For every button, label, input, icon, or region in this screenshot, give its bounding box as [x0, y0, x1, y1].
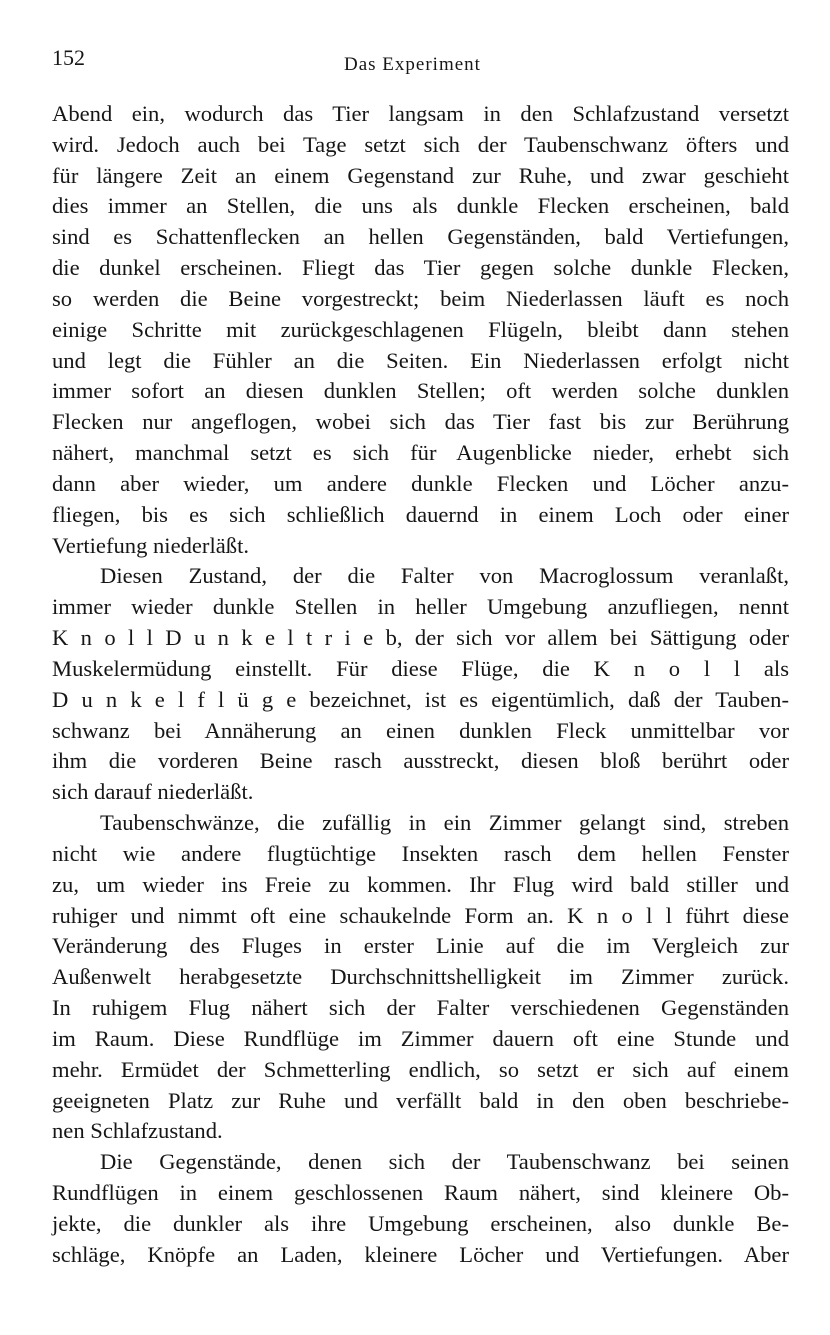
text-line: ihm die vorderen Beine rasch ausstreckt, diesen bloß berührt oder — [52, 748, 789, 774]
text-line: immer wieder dunkle Stellen in heller Umgebung anzufliegen, nennt — [52, 594, 789, 620]
text-line: sich darauf niederläßt. — [52, 779, 254, 805]
text-line: Rundflügen in einem geschlossenen Raum nähert, sind kleinere Ob- — [52, 1179, 789, 1205]
text-line: Muskelermüdung einstellt. Für diese Flüge, die K n o l l als — [52, 655, 789, 681]
text-line: Veränderung des Fluges in erster Linie auf die im Vergleich zur — [52, 933, 789, 959]
text-line: Flecken nur angeflogen, wobei sich das Tier fast bis zur Berührung — [52, 409, 789, 435]
page-number: 152 — [52, 45, 85, 70]
text-line: jekte, die dunkler als ihre Umgebung erscheinen, also dunkle Be- — [52, 1210, 789, 1236]
text-line: Außenwelt herabgesetzte Durchschnittshelligkeit im Zimmer zurück. — [52, 964, 789, 990]
text-line: wird. Jedoch auch bei Tage setzt sich der Taubenschwanz öfters und — [52, 131, 789, 157]
text-line: die dunkel erscheinen. Fliegt das Tier gegen solche dunkle Flecken, — [52, 255, 789, 281]
text-line: geeigneten Platz zur Ruhe und verfällt bald in den oben beschriebe- — [52, 1087, 789, 1113]
text-line: Die Gegenstände, denen sich der Taubenschwanz bei seinen — [100, 1149, 789, 1175]
text-line: mehr. Ermüdet der Schmetterling endlich, so setzt er sich auf einem — [52, 1056, 789, 1082]
text-line: K n o l l D u n k e l t r i e b, der sich vor allem bei Sättigung oder — [52, 625, 789, 651]
body-text — [52, 99, 789, 1270]
text-line: einige Schritte mit zurückgeschlagenen Flügeln, bleibt dann stehen — [52, 316, 789, 342]
text-line: immer sofort an diesen dunklen Stellen; oft werden solche dunklen — [52, 378, 789, 404]
text-line: Taubenschwänze, die zufällig in ein Zimmer gelangt sind, streben — [100, 810, 789, 836]
text-line: In ruhigem Flug nähert sich der Falter verschiedenen Gegenständen — [52, 995, 789, 1021]
text-line: sind es Schattenflecken an hellen Gegenständen, bald Vertiefungen, — [52, 224, 789, 250]
text-line: im Raum. Diese Rundflüge im Zimmer dauern oft eine Stunde und — [52, 1025, 789, 1051]
text-line: schläge, Knöpfe an Laden, kleinere Löcher und Vertiefungen. Aber — [52, 1241, 789, 1267]
text-line: Diesen Zustand, der die Falter von Macroglossum veranlaßt, — [100, 563, 789, 589]
text-line: für längere Zeit an einem Gegenstand zur Ruhe, und zwar geschieht — [52, 162, 789, 188]
text-line: dann aber wieder, um andere dunkle Flecken und Löcher anzu- — [52, 470, 789, 496]
text-line: so werden die Beine vorgestreckt; beim Niederlassen läuft es noch — [52, 285, 789, 311]
text-line: zu, um wieder ins Freie zu kommen. Ihr Flug wird bald stiller und — [52, 871, 789, 897]
text-line: Vertiefung niederläßt. — [52, 532, 249, 558]
text-line: nen Schlafzustand. — [52, 1118, 223, 1144]
text-line: Abend ein, wodurch das Tier langsam in den Schlafzustand versetzt — [52, 101, 789, 126]
text-line: D u n k e l f l ü g e bezeichnet, ist es eigentümlich, daß der Tauben- — [52, 686, 789, 712]
text-line: fliegen, bis es sich schließlich dauernd in einem Loch oder einer — [52, 501, 789, 527]
text-line: nicht wie andere flugtüchtige Insekten rasch dem hellen Fenster — [52, 840, 789, 866]
text-line: ruhiger und nimmt oft eine schaukelnde Form an. K n o l l führt diese — [52, 902, 789, 928]
text-line: dies immer an Stellen, die uns als dunkle Flecken erscheinen, bald — [52, 193, 789, 219]
text-line: schwanz bei Annäherung an einen dunklen Fleck unmittelbar vor — [52, 717, 789, 743]
text-line: nähert, manchmal setzt es sich für Augenblicke nieder, erhebt sich — [52, 440, 789, 466]
text-line: und legt die Fühler an die Seiten. Ein Niederlassen erfolgt nicht — [52, 347, 789, 373]
running-head: Das Experiment — [344, 54, 481, 75]
